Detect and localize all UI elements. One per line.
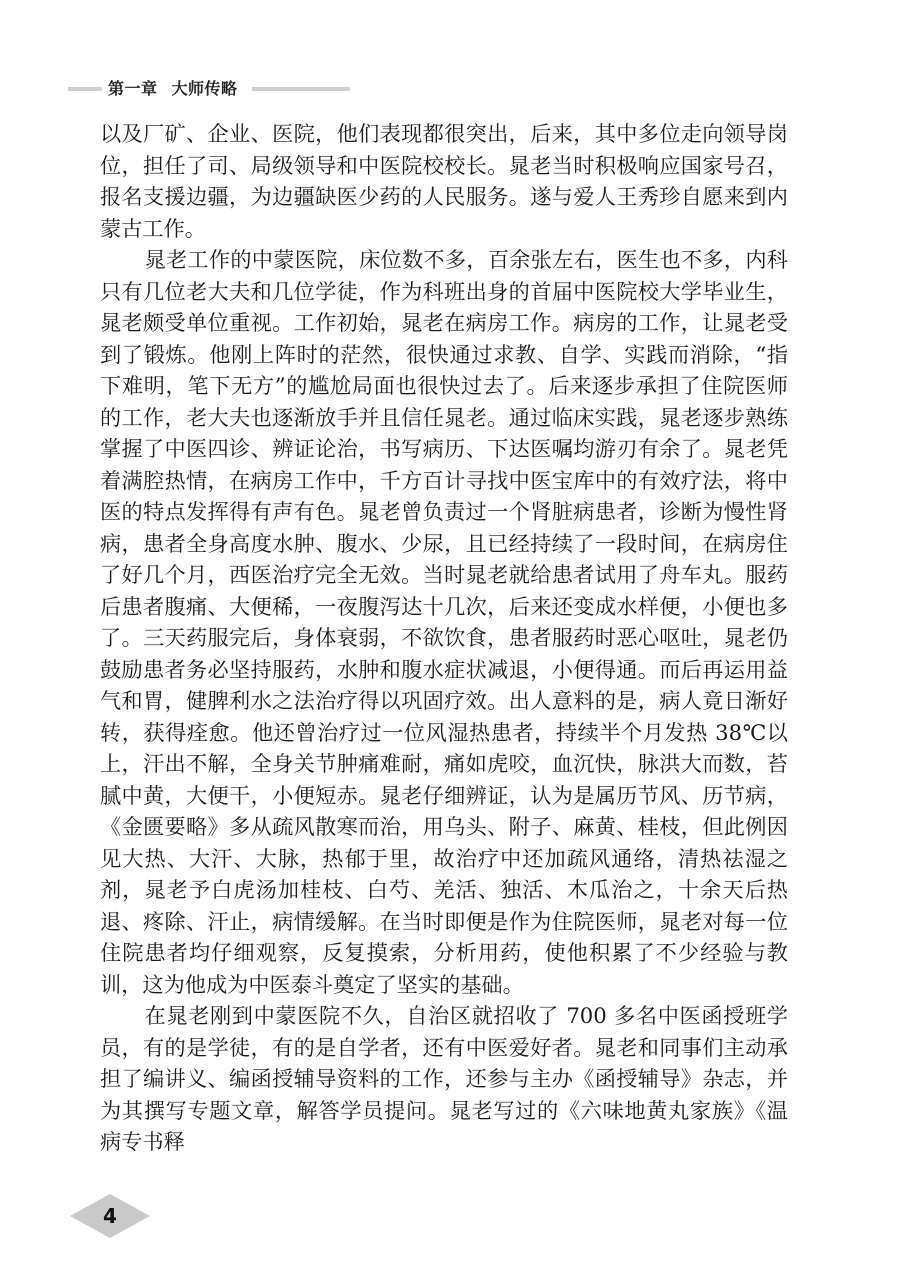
body-text	[100, 118, 788, 1158]
paragraph: 晁老工作的中蒙医院，床位数不多，百余张左右，医生也不多，内科只有几位老大夫和几位学徒，作为科班出身的首届中医院校大学毕业生，晁老颇受单位重视。工作初始，晁老在病房工作。病房的工作，让晁老受到了锻炼。他刚上阵时的茫然，很快通过求教、自学、实践而消除，“指下难明，笔下无方”的尴尬局面也很快过去了。后来逐步承担了住院医师的工作，老大夫也逐渐放手并且信任晁老。通过临床实践，晁老逐步熟练掌握了中医四诊、辨证论治，书写病历、下达医嘱均游刃有余了。晁老凭着满腔热情，在病房工作中，千方百计寻找中医宝库中的有效疗法，将中医的特点发挥得有声有色。晁老曾负责过一个肾脏病患者，诊断为慢性肾病，患者全身高度水肿、腹水、少尿，且已经持续了一段时间，在病房住了好几个月，西医治疗完全无效。当时晁老就给患者试用了舟车丸。服药后患者腹痛、大便稀，一夜腹泻达十几次，后来还变成水样便，小便也多了。三天药服完后，身体衰弱，不欲饮食，患者服药时恶心呕吐，晁老仍鼓励患者务必坚持服药，水肿和腹水症状减退，小便得通。而后再运用益气和胃，健脾利水之法治疗得以巩固疗效。出人意料的是，病人竟日渐好转，获得痊愈。他还曾治疗过一位风湿热患者，持续半个月发热 38℃以上，汗出不解，全身关节肿痛难耐，痛如虎咬，血沉快，脉洪大而数，苔腻中黄，大便干，小便短赤。晁老仔细辨证，认为是属历节风、历节病，《金匮要略》多从疏风散寒而治，用乌头、附子、麻黄、桂枝，但此例因见大热、大汗、大脉，热郁于里，故治疗中还加疏风通络，清热祛湿之剂，晁老予白虎汤加桂枝、白芍、羌活、独活、木瓜治之，十余天后热退、疼除、汗止，病情缓解。在当时即便是作为住院医师，晁老对每一位住院患者均仔细观察，反复摸索，分析用药，使他积累了不少经验与教训，这为他成为中医泰斗奠定了坚实的基础。	[100, 247, 788, 997]
chapter-label: 第一章	[108, 79, 158, 98]
page-number: 4	[103, 1204, 117, 1228]
running-header	[68, 78, 350, 100]
paragraph: 在晁老刚到中蒙医院不久，自治区就招收了 700 多名中医函授班学员，有的是学徒，有的是自学者，还有中医爱好者。晁老和同事们主动承担了编讲义、编函授辅导资料的工作，还参与主办《函授辅导》杂志，并为其撰写专题文章，解答学员提问。晁老写过的《六味地黄丸家族》《温病专书释	[100, 1003, 788, 1154]
page-number-badge	[62, 1178, 158, 1254]
header-rule-left	[68, 87, 102, 91]
chapter-name: 大师传略	[171, 79, 238, 98]
chapter-title	[108, 78, 238, 100]
header-rule-right	[252, 87, 350, 91]
paragraph: 以及厂矿、企业、医院，他们表现都很突出，后来，其中多位走向领导岗位，担任了司、局级领导和中医院校校长。晁老当时积极响应国家号召，报名支援边疆，为边疆缺医少药的人民服务。遂与爱人王秀珍自愿来到内蒙古工作。	[100, 121, 788, 241]
